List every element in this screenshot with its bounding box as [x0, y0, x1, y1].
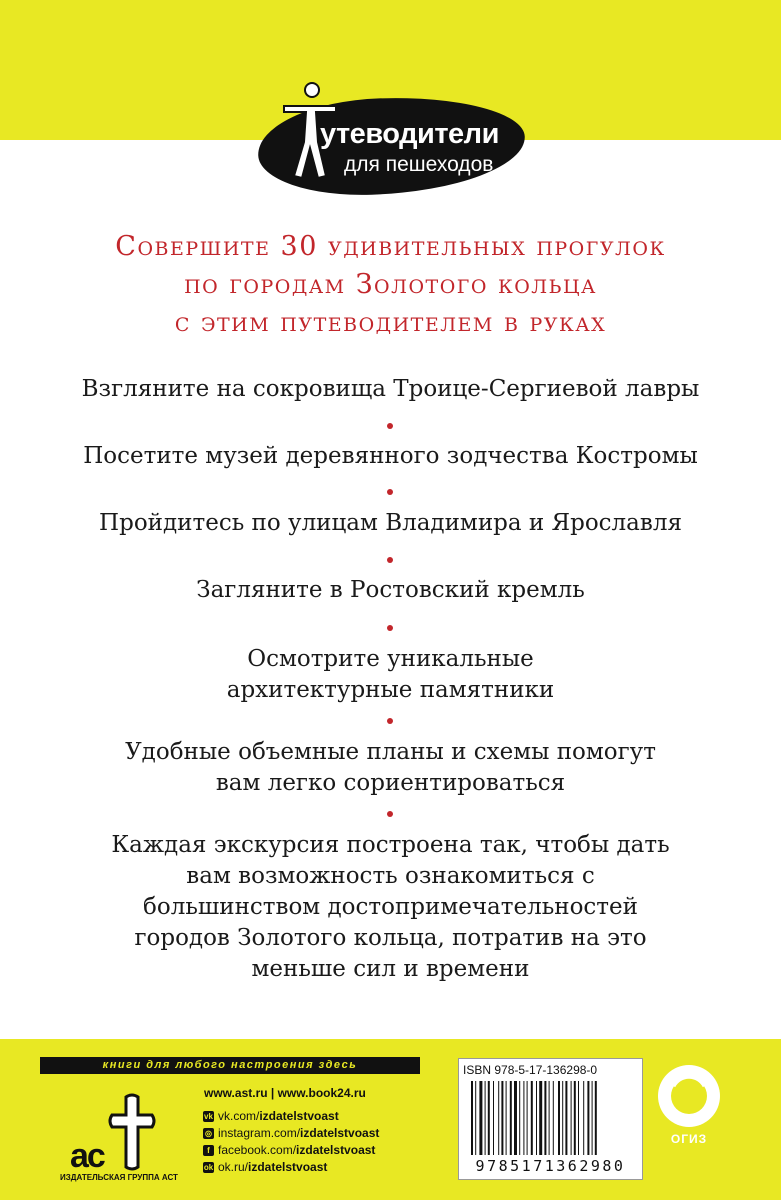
feature-item-5: Осмотрите уникальные архитектурные памятники: [226, 646, 555, 703]
ast-cross-figure-icon: [108, 1093, 156, 1171]
social-prefix: facebook.com/: [218, 1143, 297, 1157]
feature-item-4: Загляните в Ростовский кремль: [196, 577, 585, 603]
social-handle: izdatelstvoast: [300, 1126, 380, 1140]
social-link-instagram[interactable]: [203, 1125, 379, 1142]
social-link-facebook[interactable]: [203, 1142, 379, 1159]
ogiz-ring-icon: [655, 1060, 723, 1132]
feature-item-6: Удобные объемные планы и схемы помогут вам легко сориентироваться: [125, 739, 656, 796]
logo-title: утеводители: [320, 118, 499, 150]
bullet-dot: [387, 625, 393, 631]
isbn: ISBN 978-5-17-136298-0: [463, 1063, 598, 1077]
websites[interactable]: www.ast.ru | www.book24.ru: [204, 1086, 366, 1100]
feature-item-1: Взгляните на сокровища Троице-Сергиевой лавры: [81, 376, 700, 402]
social-links: [203, 1108, 379, 1176]
bullet-dot: [387, 489, 393, 495]
instagram-icon: ◎: [203, 1128, 214, 1139]
bullet-dot: [387, 557, 393, 563]
ogiz-label: ОГИЗ: [670, 1132, 708, 1146]
ogiz-imprint-logo: [655, 1060, 723, 1160]
series-logo: [258, 80, 525, 196]
feature-item-3: Пройдитесь по улицам Владимира и Ярославля: [99, 510, 682, 536]
facebook-icon: f: [203, 1145, 214, 1156]
bullet-dot: [387, 718, 393, 724]
ast-logo-text: ac: [70, 1137, 104, 1175]
logo-subtitle: для пешеходов: [344, 153, 494, 176]
social-prefix: instagram.com/: [218, 1126, 301, 1140]
social-prefix: vk.com/: [218, 1109, 260, 1123]
tagline: книги для любого настроения здесь: [40, 1057, 420, 1074]
barcode-icon: [469, 1081, 632, 1157]
vk-icon: vk: [204, 1112, 213, 1121]
social-handle: izdatelstvoast: [259, 1109, 339, 1123]
social-link-ok[interactable]: [203, 1159, 379, 1176]
isbn-barcode-box: [458, 1058, 643, 1180]
bullet-dot: [387, 423, 393, 429]
ast-publisher-logo: [62, 1093, 158, 1175]
social-handle: izdatelstvoast: [248, 1160, 328, 1174]
feature-item-2: Посетите музей деревянного зодчества Костромы: [83, 443, 698, 469]
social-prefix: ok.ru/: [218, 1160, 249, 1174]
headline: [60, 228, 721, 342]
social-link-vk[interactable]: [203, 1108, 379, 1125]
barcode-number: 9785171362980: [475, 1157, 626, 1175]
headline-line-3: с этим путеводителем в руках: [174, 307, 607, 338]
headline-line-2: по городам Золотого кольца: [184, 269, 597, 300]
feature-item-7: Каждая экскурсия построена так, чтобы дать вам возможность ознакомиться с большинством достопримечательностей городов Золотого кольца, потратив на это меньше сил и времени: [111, 832, 670, 982]
bullet-dot: [387, 811, 393, 817]
social-handle: izdatelstvoast: [296, 1143, 376, 1157]
odnoklassniki-icon: ok: [203, 1163, 214, 1172]
ast-caption: ИЗДАТЕЛЬСКАЯ ГРУППА АСТ: [60, 1173, 178, 1182]
headline-line-1: Совершите 30 удивительных прогулок: [115, 231, 666, 262]
